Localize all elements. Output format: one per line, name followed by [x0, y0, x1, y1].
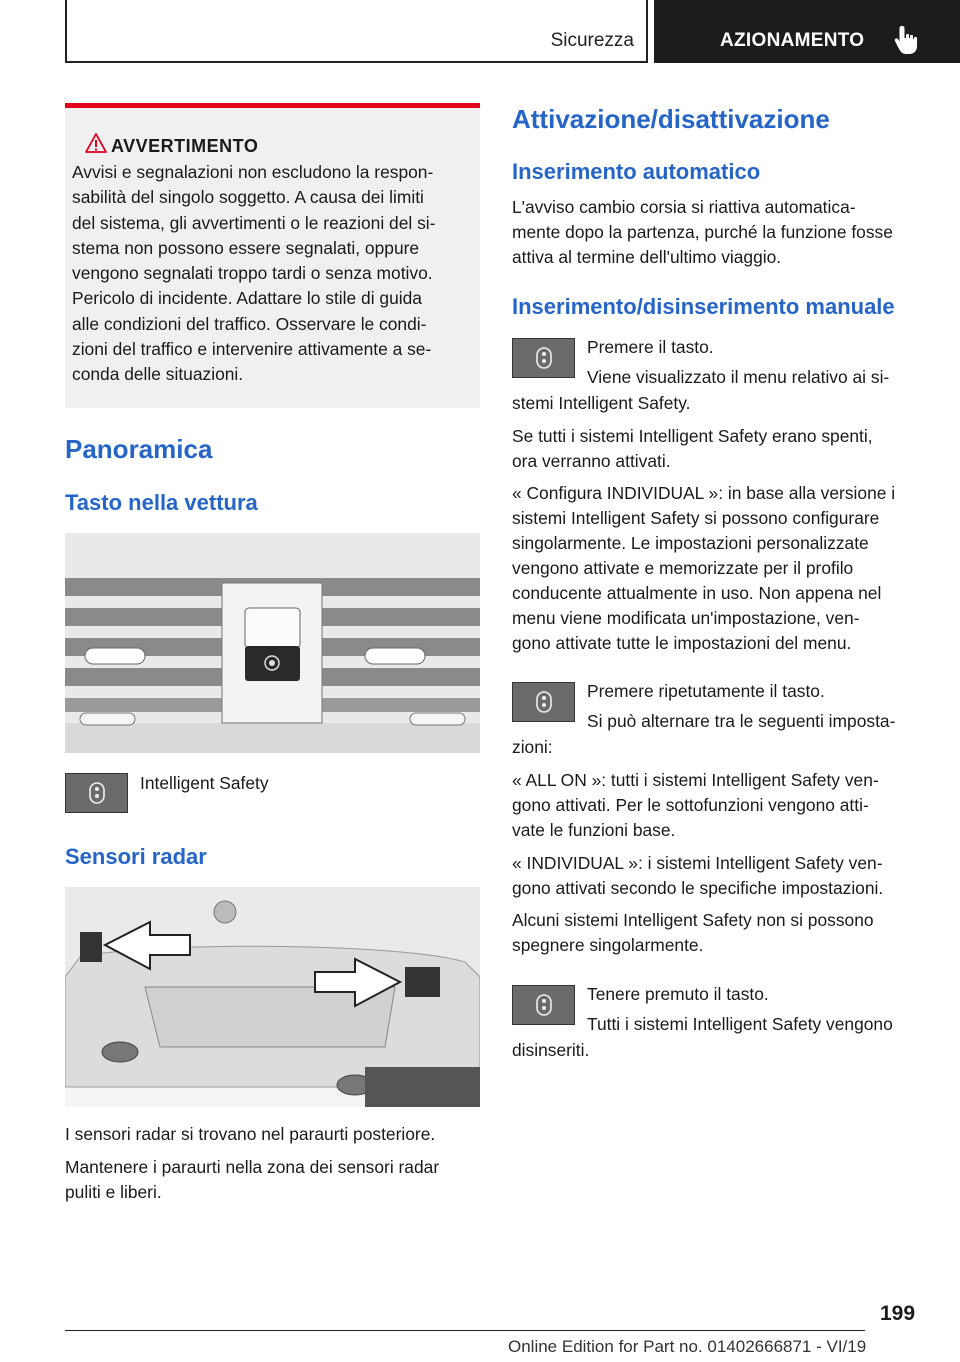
section-title-panoramica: Panoramica [65, 434, 213, 464]
step1-line-c: stemi Intelligent Safety. [512, 393, 691, 413]
text-line: « Configura INDIVIDUAL »: in base alla versione i [512, 483, 896, 503]
sensori-paragraph-1: I sensori radar si trovano nel paraurti posteriore. [65, 1124, 436, 1144]
intelligent-safety-icon [88, 782, 106, 804]
paragraph-1 [512, 424, 873, 474]
section-title-attivazione: Attivazione/disattivazione [512, 104, 830, 134]
step2-line-c: zioni: [512, 737, 553, 757]
warning-line: Avvisi e segnalazioni non escludono la respon- [72, 162, 434, 182]
text-line: gono attivati. Per le sottofunzioni vengono atti- [512, 795, 869, 815]
step2-button-icon [512, 682, 575, 722]
text-line: singolarmente. Le impostazioni personalizzate [512, 533, 869, 553]
step3-button-icon [512, 985, 575, 1025]
text-line: Se tutti i sistemi Intelligent Safety erano spenti, [512, 426, 873, 446]
warning-line: sabilità del singolo soggetto. A causa dei limiti [72, 187, 424, 208]
pointing-hand-icon [894, 24, 920, 56]
step2-line-a: Premere ripetutamente il tasto. [587, 681, 825, 701]
header-section-title: Sicurezza [550, 30, 634, 51]
text-line: Alcuni sistemi Intelligent Safety non si possono [512, 910, 874, 930]
text-line: gono attivate tutte le impostazioni del menu. [512, 633, 852, 653]
auto-paragraph [512, 195, 893, 270]
paragraph-2 [512, 481, 895, 656]
header-chapter-tab [654, 0, 960, 63]
text-line: Mantenere i paraurti nella zona dei sensori radar [65, 1157, 440, 1177]
text-line: conducente attualmente in uso. Non appena nel [512, 583, 882, 603]
paragraph-3 [512, 768, 879, 843]
text-line: vengono attivate e memorizzate per il profilo [512, 558, 854, 578]
text-line: attiva al termine dell'ultimo viaggio. [512, 247, 782, 267]
intelligent-safety-icon [535, 994, 553, 1016]
intelligent-safety-icon [535, 347, 553, 369]
subsection-title-tasto: Tasto nella vettura [65, 490, 258, 515]
text-line: « INDIVIDUAL »: i sistemi Intelligent Safety ven- [512, 853, 883, 873]
paragraph-5 [512, 908, 874, 958]
warning-triangle-icon [85, 132, 107, 154]
text-line: L'avviso cambio corsia si riattiva automatica- [512, 197, 856, 217]
text-line: vate le funzioni base. [512, 820, 676, 840]
warning-line: alle condizioni del traffico. Osservare le condi- [72, 313, 427, 334]
subsection-title-auto: Inserimento automatico [512, 159, 761, 184]
warning-line: Pericolo di incidente. Adattare lo stile di guida [72, 288, 422, 309]
warning-line: vengono segnalati troppo tardi o senza motivo. [72, 263, 433, 284]
intelligent-safety-icon [535, 691, 553, 713]
center-console-button-image [65, 533, 480, 753]
text-line: ora verranno attivati. [512, 451, 671, 471]
text-line: sistemi Intelligent Safety si possono configurare [512, 508, 880, 528]
step3-line-b: Tutti i sistemi Intelligent Safety vengono [587, 1014, 893, 1034]
warning-text [72, 160, 474, 388]
step1-line-b: Viene visualizzato il menu relativo ai si- [587, 367, 890, 387]
warning-title: AVVERTIMENTO [111, 136, 259, 156]
intelligent-safety-button-icon [65, 773, 128, 813]
step3-line-c: disinseriti. [512, 1040, 590, 1060]
step1-button-icon [512, 338, 575, 378]
sensori-paragraph-2 [65, 1155, 439, 1205]
footer-divider [65, 1330, 865, 1331]
header-chapter-title: AZIONAMENTO [720, 30, 865, 51]
subsection-title-sensori: Sensori radar [65, 844, 207, 869]
text-line: « ALL ON »: tutti i sistemi Intelligent Safety ven- [512, 770, 879, 790]
text-line: gono attivati secondo le specifiche impostazioni. [512, 878, 884, 898]
warning-line: zioni del traffico e intervenire attivamente a se- [72, 339, 432, 360]
text-line: puliti e liberi. [65, 1182, 162, 1202]
warning-line: conda delle situazioni. [72, 364, 244, 385]
step3-line-a: Tenere premuto il tasto. [587, 984, 769, 1004]
step2-line-b: Si può alternare tra le seguenti imposta- [587, 711, 896, 731]
footer-edition: Online Edition for Part no. 01402666871 - VI/19 [508, 1337, 867, 1356]
text-line: menu viene modificata un'impostazione, ven- [512, 608, 860, 628]
subsection-title-manual: Inserimento/disinserimento manuale [512, 294, 895, 319]
paragraph-4 [512, 851, 883, 901]
page-number: 199 [880, 1302, 916, 1325]
intelligent-safety-label: Intelligent Safety [140, 773, 269, 793]
text-line: mente dopo la partenza, purché la funzione fosse [512, 222, 893, 242]
warning-line: del sistema, gli avvertimenti o le reazioni del si- [72, 212, 436, 233]
rear-bumper-radar-image [65, 887, 480, 1107]
warning-line: stema non possono essere segnalati, oppure [72, 237, 420, 258]
text-line: spegnere singolarmente. [512, 935, 704, 955]
step1-line-a: Premere il tasto. [587, 337, 714, 357]
header-section-box [65, 0, 648, 63]
warning-box [65, 103, 480, 408]
